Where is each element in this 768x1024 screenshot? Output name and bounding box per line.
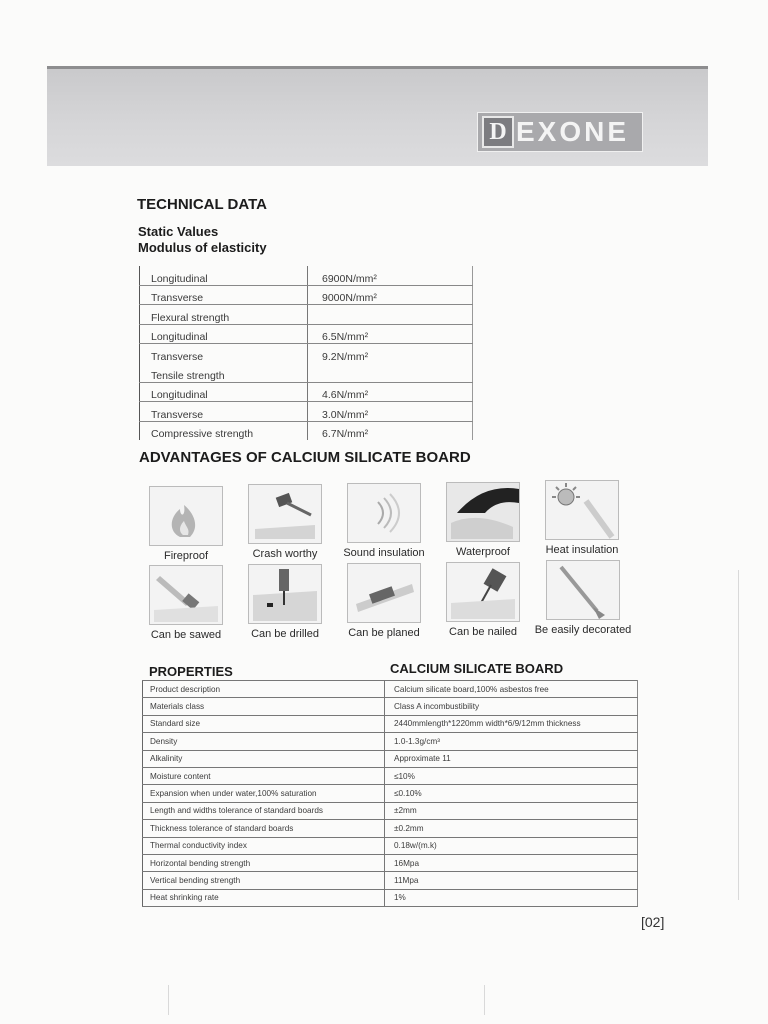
tech-value: 6.7N/mm²	[308, 421, 473, 440]
property-label: Expansion when under water,100% saturation	[143, 785, 385, 802]
scan-artifact	[168, 985, 169, 1015]
advantage-label: Be easily decorated	[534, 624, 632, 636]
property-value: Calcium silicate board,100% asbestos free	[385, 681, 638, 698]
plane-tool-icon	[347, 563, 421, 623]
property-value: 2440mmlength*1220mm width*6/9/12mm thickness	[385, 715, 638, 732]
dexone-logo	[477, 112, 643, 152]
static-values-heading: Static Values	[138, 224, 219, 239]
tech-label: Longitudinal	[140, 324, 308, 344]
advantage-label: Sound insulation	[343, 547, 425, 559]
tech-value: 3.0N/mm²	[308, 402, 473, 422]
scan-artifact	[484, 985, 485, 1015]
advantage-fireproof	[136, 486, 236, 562]
property-label: Moisture content	[143, 767, 385, 784]
property-value: Class A incombustibility	[385, 698, 638, 715]
page-number: [02]	[641, 914, 665, 930]
tech-value: 6900N/mm²	[308, 266, 473, 285]
advantage-sound-insulation	[334, 483, 434, 559]
advantage-label: Heat insulation	[545, 544, 619, 556]
tech-value: 4.6N/mm²	[308, 382, 473, 402]
technical-data-table	[139, 266, 473, 440]
property-value: 0.18w/(m.k)	[385, 837, 638, 854]
advantage-planed	[334, 563, 434, 639]
water-splash-icon	[446, 482, 520, 542]
tech-value: 9000N/mm²	[308, 285, 473, 305]
advantage-heat-insulation	[532, 480, 632, 556]
property-value: ≤10%	[385, 767, 638, 784]
property-value: ≤0.10%	[385, 785, 638, 802]
saw-icon	[149, 565, 223, 625]
property-label: Thickness tolerance of standard boards	[143, 820, 385, 837]
advantage-sawed	[136, 565, 236, 641]
header-rule	[47, 66, 708, 69]
tech-label: Transverse	[140, 285, 308, 305]
property-label: Standard size	[143, 715, 385, 732]
tech-label: Transverse	[140, 344, 308, 363]
property-value: ±0.2mm	[385, 820, 638, 837]
advantages-heading: ADVANTAGES OF CALCIUM SILICATE BOARD	[139, 449, 471, 466]
tech-value: 9.2N/mm²	[308, 344, 473, 363]
property-value: 16Mpa	[385, 854, 638, 871]
advantage-drilled	[235, 564, 335, 640]
tech-label: Longitudinal	[140, 382, 308, 402]
property-label: Horizontal bending strength	[143, 854, 385, 871]
property-label: Materials class	[143, 698, 385, 715]
fire-icon	[149, 486, 223, 546]
tech-label: Compressive strength	[140, 421, 308, 440]
drill-icon	[248, 564, 322, 624]
advantage-decorated	[533, 560, 633, 636]
advantage-label: Fireproof	[163, 550, 209, 562]
sun-icon	[545, 480, 619, 540]
property-label: Heat shrinking rate	[143, 889, 385, 906]
tech-label: Transverse	[140, 402, 308, 422]
advantage-label: Can be nailed	[449, 626, 517, 638]
property-label: Vertical bending strength	[143, 872, 385, 889]
tech-label: Tensile strength	[140, 363, 308, 382]
advantage-label: Crash worthy	[252, 548, 318, 560]
property-label: Length and widths tolerance of standard boards	[143, 802, 385, 819]
paint-brush-icon	[546, 560, 620, 620]
property-value: Approximate 11	[385, 750, 638, 767]
modulus-heading: Modulus of elasticity	[138, 240, 267, 255]
advantage-nailed	[433, 562, 533, 638]
tech-value	[308, 305, 473, 325]
logo-mark: D	[482, 116, 514, 148]
properties-heading: PROPERTIES	[149, 664, 233, 679]
property-label: Product description	[143, 681, 385, 698]
advantage-waterproof	[433, 482, 533, 558]
sound-waves-icon	[347, 483, 421, 543]
property-value: 1.0-1.3g/cm³	[385, 733, 638, 750]
advantage-label: Can be drilled	[251, 628, 319, 640]
scan-artifact	[738, 570, 739, 900]
tech-value	[308, 363, 473, 382]
property-label: Density	[143, 733, 385, 750]
technical-data-heading: TECHNICAL DATA	[137, 196, 267, 213]
property-value: 11Mpa	[385, 872, 638, 889]
property-label: Thermal conductivity index	[143, 837, 385, 854]
tech-label: Longitudinal	[140, 266, 308, 285]
tech-label: Flexural strength	[140, 305, 308, 325]
advantage-label: Can be planed	[348, 627, 420, 639]
tech-value: 6.5N/mm²	[308, 324, 473, 344]
advantage-crash-worthy	[235, 484, 335, 560]
advantage-label: Waterproof	[455, 546, 510, 558]
property-label: Alkalinity	[143, 750, 385, 767]
hammer-icon	[248, 484, 322, 544]
property-value: 1%	[385, 889, 638, 906]
property-value: ±2mm	[385, 802, 638, 819]
properties-table	[142, 680, 638, 907]
logo-text: EXONE	[516, 116, 630, 147]
nail-gun-icon	[446, 562, 520, 622]
calcium-silicate-board-heading: CALCIUM SILICATE BOARD	[390, 661, 564, 676]
advantage-label: Can be sawed	[150, 629, 222, 641]
